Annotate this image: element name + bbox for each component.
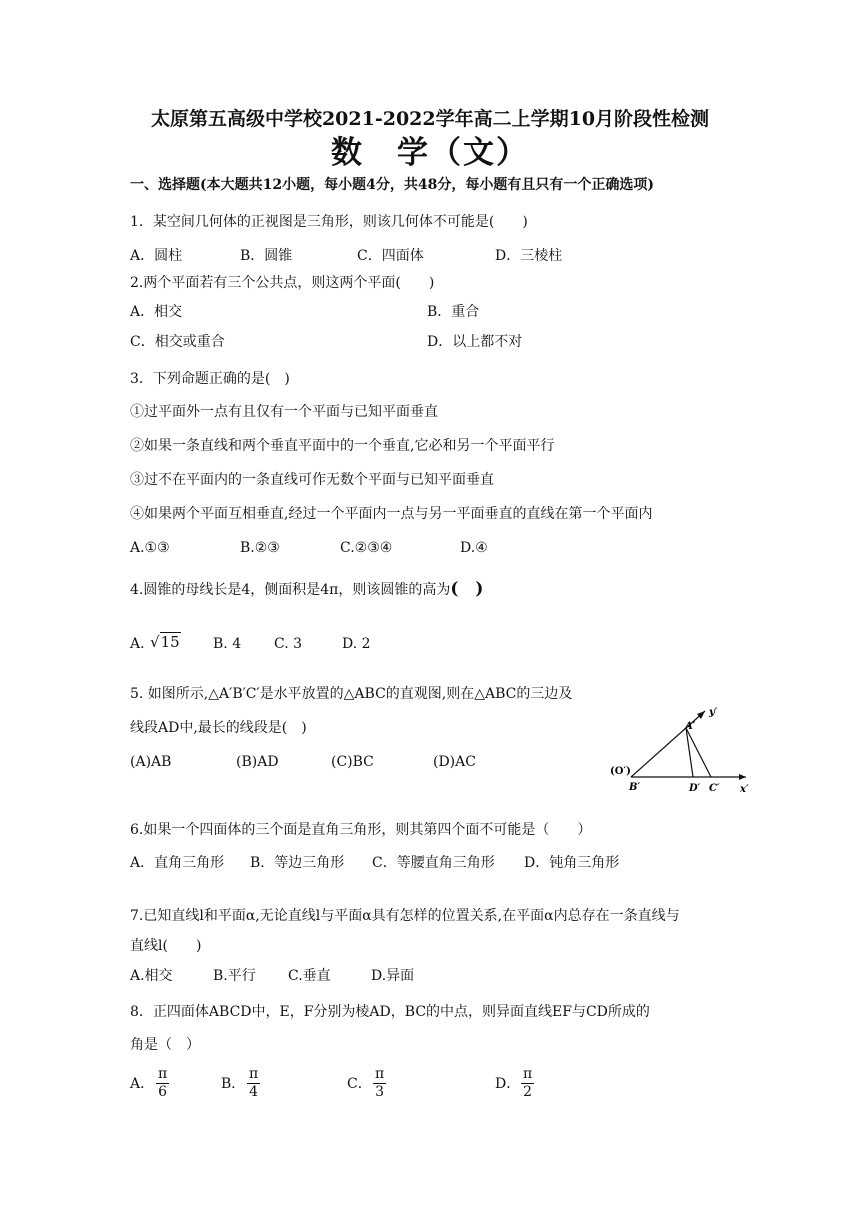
subject-title: 数 学（文）	[331, 135, 529, 171]
question-4-option-b: B. 4	[213, 636, 242, 652]
question-4-sqrt-radicand: 15	[160, 633, 180, 651]
question-3-statement-1: ①过平面外一点有且仅有一个平面与已知平面垂直	[130, 404, 438, 420]
question-4-answer-paren: ( )	[450, 579, 484, 599]
question-5-option-d: (D)AC	[433, 754, 476, 770]
question-3-statement-3: ③过不在平面内的一条直线可作无数个平面与已知平面垂直	[130, 472, 494, 488]
question-8-option-c: C．	[347, 1076, 372, 1092]
question-8-option-a: A．	[130, 1076, 155, 1092]
question-7-stem-line-2: 直线l( )	[130, 938, 202, 954]
question-6-stem: 6.如果一个四面体的三个面是直角三角形，则其第四个面不可能是（ ）	[130, 822, 592, 838]
question-4-option-a-sqrt: √15	[150, 633, 180, 651]
question-3-statement-2: ②如果一条直线和两个垂直平面中的一个垂直,它必和另一个平面平行	[130, 438, 555, 454]
question-8-option-a-fraction	[156, 1066, 169, 1101]
point-a-label: A′	[685, 721, 696, 732]
fraction-denominator: 2	[523, 1084, 533, 1100]
question-2-option-c: C．相交或重合	[130, 334, 225, 350]
fraction-numerator: π	[158, 1066, 168, 1082]
question-8-option-c-fraction	[373, 1066, 386, 1101]
question-5-option-c: (C)BC	[331, 754, 374, 770]
question-8-option-d: D．	[495, 1076, 521, 1092]
question-7-option-a: A.相交	[130, 968, 173, 984]
question-2-stem: 2.两个平面若有三个公共点，则这两个平面( )	[130, 275, 435, 291]
school-title: 太原第五高级中学校2021-2022学年高二上学期10月阶段性检测	[150, 108, 710, 130]
origin-label: (O′)	[610, 766, 631, 777]
fraction-numerator: π	[249, 1066, 259, 1082]
question-4-option-d: D. 2	[342, 636, 371, 652]
x-axis-label: x′	[740, 784, 749, 795]
question-3-option-d: D.④	[460, 540, 488, 556]
question-3-option-b: B.②③	[240, 540, 280, 556]
question-8-stem-line-1: 8．正四面体ABCD中，E，F分别为棱AD，BC的中点，则异面直线EF与CD所成的	[130, 1004, 650, 1020]
question-1-option-b: B．圆锥	[240, 248, 293, 264]
question-4-stem-text: 4.圆锥的母线长是4，侧面积是4π，则该圆锥的高为	[130, 582, 451, 598]
question-7-option-b: B.平行	[213, 968, 256, 984]
question-6-option-d: D．钝角三角形	[524, 855, 620, 871]
fraction-denominator: 4	[249, 1084, 259, 1100]
question-8-option-b: B．	[221, 1076, 246, 1092]
question-6-option-a: A．直角三角形	[130, 855, 225, 871]
fraction-numerator: π	[523, 1066, 533, 1082]
fraction-denominator: 3	[375, 1084, 385, 1100]
question-2-option-a: A．相交	[130, 304, 183, 320]
point-c-label: C′	[709, 783, 720, 794]
question-5-stem-line-2: 线段AD中,最长的线段是( )	[130, 720, 307, 736]
question-2-option-d: D．以上都不对	[427, 334, 523, 350]
x-axis-arrow	[739, 774, 746, 780]
question-8-stem-line-2: 角是（ ）	[130, 1037, 200, 1053]
question-1-option-a: A．圆柱	[130, 248, 183, 264]
question-8-option-d-fraction	[521, 1066, 534, 1101]
question-3-option-a: A.①③	[130, 540, 170, 556]
question-5-option-a: (A)AB	[130, 754, 172, 770]
point-d-label: D′	[689, 783, 701, 794]
question-1-stem: 1．某空间几何体的正视图是三角形，则该几何体不可能是( )	[130, 214, 528, 230]
point-b-label: B′	[629, 782, 641, 793]
question-8-option-b-fraction	[247, 1066, 260, 1101]
question-4-option-c: C. 3	[274, 636, 303, 652]
question-7-option-c: C.垂直	[288, 968, 331, 984]
question-6-option-c: C．等腰直角三角形	[372, 855, 495, 871]
y-axis-label: y′	[709, 707, 718, 718]
question-7-stem-line-1: 7.已知直线l和平面α,无论直线l与平面α具有怎样的位置关系,在平面α内总存在一条直线与	[130, 908, 680, 924]
question-1-option-c: C．四面体	[357, 248, 424, 264]
fraction-numerator: π	[375, 1066, 385, 1082]
question-4-stem	[130, 580, 483, 599]
question-5-figure	[606, 700, 756, 800]
section-heading: 一、选择题(本大题共12小题，每小题4分，共48分，每小题有且只有一个正确选项)	[130, 177, 654, 193]
question-7-option-d: D.异面	[371, 968, 415, 984]
question-2-option-b: B．重合	[427, 304, 480, 320]
question-3-stem: 3．下列命题正确的是( )	[130, 371, 290, 387]
question-5-option-b: (B)AD	[236, 754, 279, 770]
question-1-option-d: D．三棱柱	[495, 248, 563, 264]
fraction-denominator: 6	[158, 1084, 168, 1100]
question-3-option-c: C.②③④	[340, 540, 393, 556]
question-4-option-a: A.	[130, 636, 145, 652]
question-5-stem-line-1: 5. 如图所示,△A′B′C′是水平放置的△ABC的直观图,则在△ABC的三边及	[130, 686, 573, 702]
question-3-statement-4: ④如果两个平面互相垂直,经过一个平面内一点与另一平面垂直的直线在第一个平面内	[130, 506, 653, 522]
question-6-option-b: B．等边三角形	[250, 855, 345, 871]
